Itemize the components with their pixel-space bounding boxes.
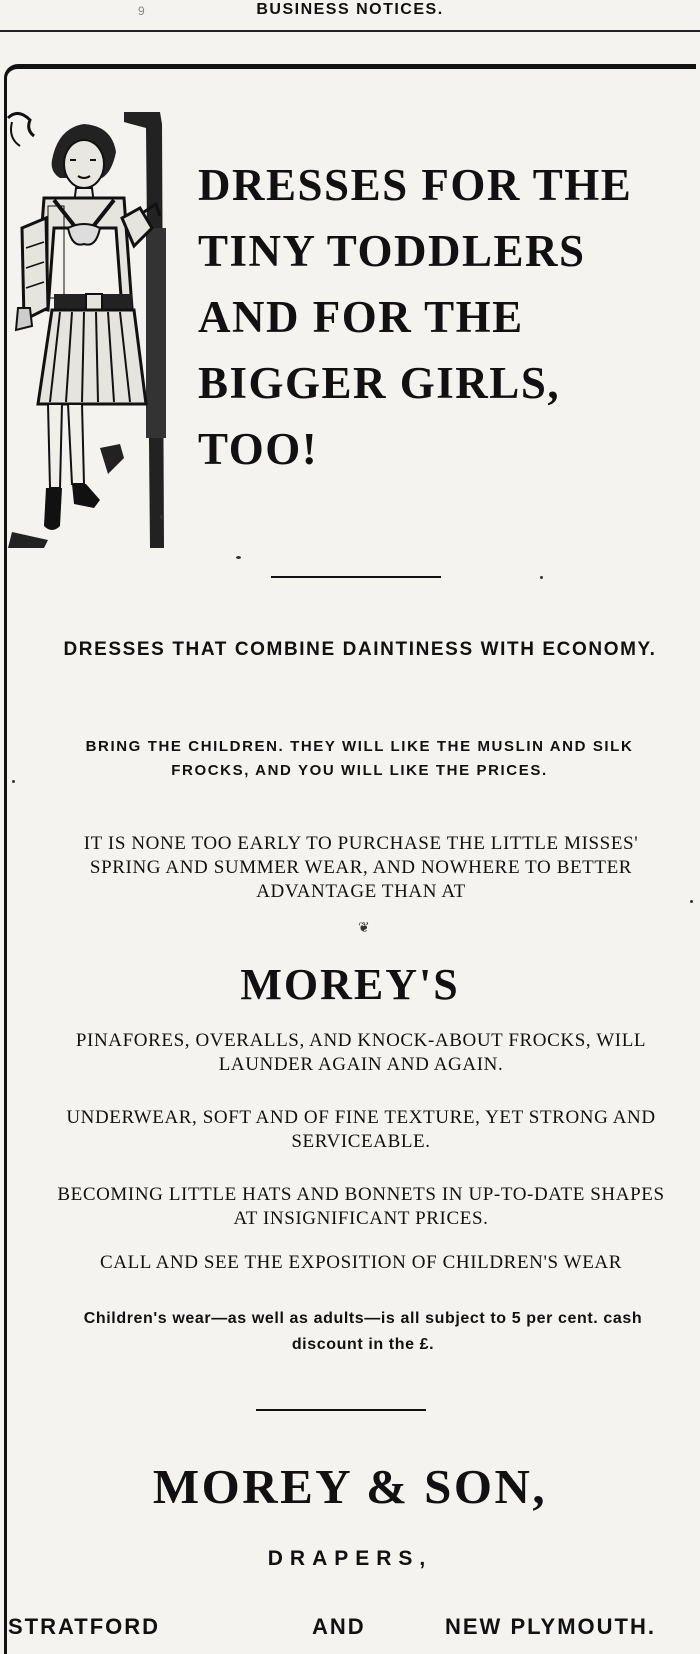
page-number: 9 — [138, 4, 145, 18]
print-speck — [540, 576, 543, 579]
section-title: BUSINESS NOTICES. — [256, 1, 444, 18]
underwear-paragraph: UNDERWEAR, SOFT AND OF FINE TEXTURE, YET STRONG AND SERVICEABLE. — [66, 1107, 656, 1152]
divider-rule-1 — [271, 576, 441, 578]
towns-conjunction: AND — [312, 1614, 366, 1639]
print-speck — [160, 515, 164, 519]
firm-name: MOREY & SON, — [152, 1459, 548, 1514]
bring-children-paragraph: BRING THE CHILDREN. THEY WILL LIKE THE MUSLIN AND SILK FROCKS, AND YOU WILL LIKE THE PRICES. — [85, 738, 634, 779]
ornament-icon: ❦ — [358, 921, 370, 936]
trade-label: DRAPERS, — [267, 1547, 433, 1570]
towns-line — [0, 1612, 700, 1642]
headline-line-3: AND FOR THE — [198, 292, 524, 342]
brand-name: MOREY'S — [240, 960, 460, 1009]
divider-rule-2 — [256, 1409, 426, 1411]
headline-line-1: DRESSES FOR THE — [198, 160, 633, 210]
headline-line-2: TINY TODDLERS — [198, 226, 586, 276]
exposition-paragraph: CALL AND SEE THE EXPOSITION OF CHILDREN'S WEAR — [99, 1252, 623, 1273]
print-speck — [12, 780, 15, 783]
pinafores-paragraph: PINAFORES, OVERALLS, AND KNOCK-ABOUT FROCKS, WILL LAUNDER AGAIN AND AGAIN. — [75, 1030, 647, 1075]
town-new-plymouth: NEW PLYMOUTH. — [445, 1614, 656, 1639]
girl-in-dress-illustration — [4, 108, 170, 548]
subhead-daintiness: DRESSES THAT COMBINE DAINTINESS WITH ECONOMY. — [63, 639, 657, 660]
header-rule — [0, 30, 700, 32]
spring-wear-paragraph: IT IS NONE TOO EARLY TO PURCHASE THE LITTLE MISSES' SPRING AND SUMMER WEAR, AND NOWHERE TO BETTER ADVANTAGE THAN AT — [83, 833, 639, 902]
page-header — [0, 0, 700, 26]
hats-paragraph: BECOMING LITTLE HATS AND BONNETS IN UP-TO-DATE SHAPES AT INSIGNIFICANT PRICES. — [57, 1184, 665, 1229]
print-speck — [236, 556, 241, 559]
town-stratford: STRATFORD — [8, 1614, 161, 1639]
headline — [198, 152, 698, 482]
headline-line-4: BIGGER GIRLS, — [198, 358, 561, 408]
print-speck — [690, 900, 693, 903]
headline-line-5: TOO! — [198, 424, 319, 474]
cash-discount-note: Children's wear—as well as adults—is all subject to 5 per cent. cash discount in the £. — [83, 1310, 643, 1353]
